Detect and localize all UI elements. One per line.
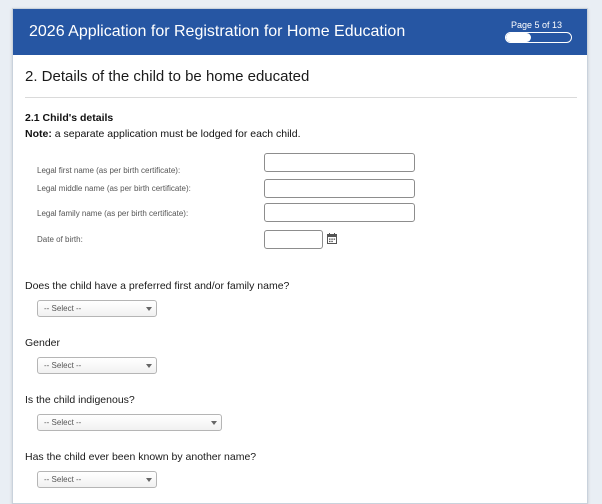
other-name-select[interactable] — [37, 471, 157, 488]
other-name-select-value: -- Select -- — [44, 475, 82, 484]
gender-question: Gender — [25, 337, 61, 349]
middle-name-input[interactable] — [264, 179, 415, 198]
first-name-input[interactable] — [264, 153, 415, 172]
chevron-down-icon — [146, 307, 152, 311]
indigenous-select[interactable] — [37, 414, 222, 431]
indigenous-question: Is the child indigenous? — [25, 394, 135, 406]
preferred-name-select-value: -- Select -- — [44, 304, 82, 313]
note-text — [25, 128, 301, 140]
gender-select[interactable] — [37, 357, 157, 374]
family-name-label: Legal family name (as per birth certificate): — [37, 209, 189, 218]
form-header — [13, 9, 587, 55]
note-label: Note: — [25, 128, 52, 140]
preferred-name-select[interactable] — [37, 300, 157, 317]
indigenous-select-value: -- Select -- — [44, 418, 82, 427]
gender-select-value: -- Select -- — [44, 361, 82, 370]
date-of-birth-input[interactable] — [264, 230, 323, 249]
section-divider — [25, 97, 577, 98]
other-name-question: Has the child ever been known by another name? — [25, 451, 257, 463]
note-body: a separate application must be lodged for each child. — [51, 128, 301, 140]
progress-bar-fill — [506, 33, 531, 42]
preferred-name-question: Does the child have a preferred first and/or family name? — [25, 280, 290, 292]
family-name-input[interactable] — [264, 203, 415, 222]
chevron-down-icon — [146, 364, 152, 368]
chevron-down-icon — [211, 421, 217, 425]
date-of-birth-label: Date of birth: — [37, 235, 83, 244]
calendar-icon[interactable] — [327, 233, 337, 244]
page-indicator: Page 5 of 13 — [511, 20, 563, 30]
subsection-title: 2.1 Child's details — [25, 112, 114, 124]
app-title: 2026 Application for Registration for Home Education — [29, 23, 406, 40]
middle-name-label: Legal middle name (as per birth certificate): — [37, 184, 191, 193]
first-name-label: Legal first name (as per birth certificate): — [37, 166, 181, 175]
progress-bar — [505, 32, 572, 43]
form-card — [12, 8, 588, 504]
chevron-down-icon — [146, 478, 152, 482]
section-title: 2. Details of the child to be home educated — [25, 68, 310, 85]
